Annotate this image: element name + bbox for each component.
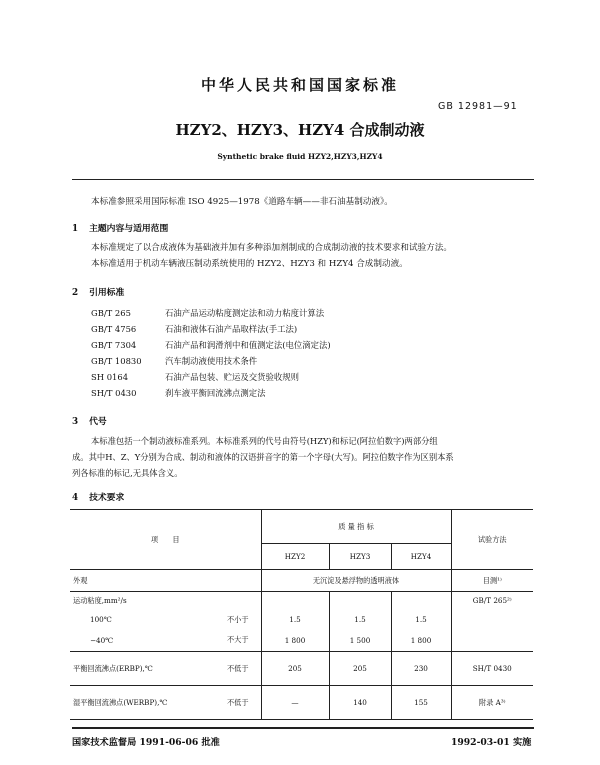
reference-code: GB/T 4756 bbox=[91, 324, 137, 334]
table-cell: 1 800 bbox=[391, 630, 451, 652]
reference-item bbox=[91, 355, 257, 367]
reference-code: SH 0164 bbox=[91, 372, 129, 382]
table-cell: — bbox=[261, 686, 329, 720]
visc-100-label: 100℃ bbox=[90, 615, 112, 624]
table-row bbox=[70, 570, 533, 592]
reference-code: GB/T 7304 bbox=[91, 340, 137, 350]
section-4-number: 4 bbox=[72, 493, 79, 503]
section-2-number: 2 bbox=[72, 288, 79, 298]
section-1-para-1: 本标准规定了以合成液体为基础液并加有多种添加剂制成的合成制动液的技术要求和试验方法。 bbox=[91, 243, 452, 253]
table-row bbox=[70, 686, 533, 720]
section-2-heading bbox=[72, 285, 124, 298]
method-header: 试验方法 bbox=[451, 510, 533, 570]
standard-type-heading: 中华人民共和国国家标准 bbox=[200, 76, 399, 94]
section-3-line-1: 本标准包括一个制动液标准系列。本标准系列的代号由符号(HZY)和标记(阿拉伯数字)两部分组 bbox=[91, 436, 438, 446]
item-header: 项 目 bbox=[70, 510, 261, 570]
section-3-line-3: 列各标准的标记,无具体含义。 bbox=[72, 468, 183, 478]
reference-code: GB/T 10830 bbox=[91, 356, 142, 366]
reference-name: 石油产品包装、贮运及交货验收规则 bbox=[165, 372, 299, 382]
table-cell: 1.5 bbox=[261, 610, 329, 630]
visc-minus40-label: −40℃ bbox=[70, 630, 215, 652]
technical-requirements-table bbox=[70, 509, 533, 720]
section-3-title: 代号 bbox=[89, 417, 107, 427]
table-cell: 230 bbox=[391, 652, 451, 686]
grade-header: HZY4 bbox=[391, 544, 451, 570]
reference-name: 石油产品和润滑剂中和值测定法(电位滴定法) bbox=[165, 340, 331, 350]
visc-minus40-limit: 不大于 bbox=[215, 630, 261, 652]
standard-number: GB 12981—91 bbox=[438, 101, 518, 112]
table-cell: 205 bbox=[261, 652, 329, 686]
table-cell: 1 500 bbox=[329, 630, 391, 652]
reference-item bbox=[91, 307, 324, 319]
reference-item bbox=[91, 323, 297, 335]
viscosity-method: GB/T 265²⁾ bbox=[472, 596, 512, 606]
werbp-label: 湿平衡回流沸点(WERBP),℃ bbox=[70, 686, 215, 720]
table-cell: 155 bbox=[391, 686, 451, 720]
reference-name: 刹车液平衡回流沸点测定法 bbox=[165, 388, 266, 398]
table-row bbox=[70, 630, 533, 652]
section-3-heading bbox=[72, 414, 107, 427]
section-2-title: 引用标准 bbox=[89, 288, 125, 298]
table-row bbox=[70, 592, 533, 610]
grade-header: HZY2 bbox=[261, 544, 329, 570]
table-cell: 1.5 bbox=[329, 610, 391, 630]
section-1-title: 主题内容与适用范围 bbox=[89, 224, 169, 234]
intro-paragraph: 本标准参照采用国际标准 ISO 4925—1978《道路车辆——非石油基制动液》。 bbox=[91, 197, 393, 207]
section-4-heading bbox=[72, 490, 124, 503]
grade-header: HZY3 bbox=[329, 544, 391, 570]
reference-code: GB/T 265 bbox=[91, 308, 131, 318]
section-1-para-2: 本标准适用于机动车辆液压制动系统使用的 HZY2、HZY3 和 HZY4 合成制动液。 bbox=[91, 259, 408, 269]
erbp-label: 平衡回流沸点(ERBP),℃ bbox=[70, 652, 215, 686]
table-cell: 140 bbox=[329, 686, 391, 720]
table-cell: 205 bbox=[329, 652, 391, 686]
erbp-limit: 不低于 bbox=[215, 652, 261, 686]
reference-item bbox=[91, 371, 299, 383]
reference-name: 石油产品运动粘度测定法和动力粘度计算法 bbox=[165, 308, 325, 318]
section-3-line-2: 成。其中H、Z、Y分别为合成、制动和液体的汉语拼音字的第一个字母(大写)。阿拉伯数字作为区别本系 bbox=[72, 452, 454, 462]
visc-100-limit: 不小于 bbox=[226, 614, 249, 624]
appearance-label: 外观 bbox=[70, 570, 261, 592]
erbp-method: SH/T 0430 bbox=[451, 652, 533, 686]
section-1-number: 1 bbox=[72, 224, 79, 234]
table-header-row bbox=[70, 510, 533, 544]
reference-name: 汽车制动液使用技术条件 bbox=[165, 356, 258, 366]
reference-name: 石油和液体石油产品取样法(手工法) bbox=[165, 324, 298, 334]
table-row bbox=[70, 652, 533, 686]
reference-code: SH/T 0430 bbox=[91, 388, 137, 398]
section-1-heading bbox=[72, 221, 168, 234]
quality-header: 质 量 指 标 bbox=[261, 510, 451, 544]
header-divider bbox=[72, 179, 534, 180]
werbp-method: 附录 A³⁾ bbox=[451, 686, 533, 720]
footer-divider bbox=[72, 727, 534, 729]
appearance-method: 目测¹⁾ bbox=[451, 570, 533, 592]
approval-line: 国家技术监督局 1991-06-06 批准 bbox=[72, 737, 220, 748]
table-row bbox=[70, 610, 533, 630]
appearance-value: 无沉淀及悬浮物的透明液体 bbox=[261, 570, 451, 592]
reference-item bbox=[91, 387, 266, 399]
effective-date-line: 1992-03-01 实施 bbox=[451, 737, 532, 748]
werbp-limit: 不低于 bbox=[215, 686, 261, 720]
document-title: HZY2、HZY3、HZY4 合成制动液 bbox=[175, 121, 425, 139]
section-4-title: 技术要求 bbox=[89, 493, 125, 503]
viscosity-label: 运动粘度,mm²/s bbox=[73, 595, 127, 605]
table-cell: 1 800 bbox=[261, 630, 329, 652]
table-cell: 1.5 bbox=[391, 610, 451, 630]
section-3-number: 3 bbox=[72, 417, 79, 427]
reference-item bbox=[91, 339, 331, 351]
document-subtitle-english: Synthetic brake fluid HZY2,HZY3,HZY4 bbox=[217, 152, 383, 161]
